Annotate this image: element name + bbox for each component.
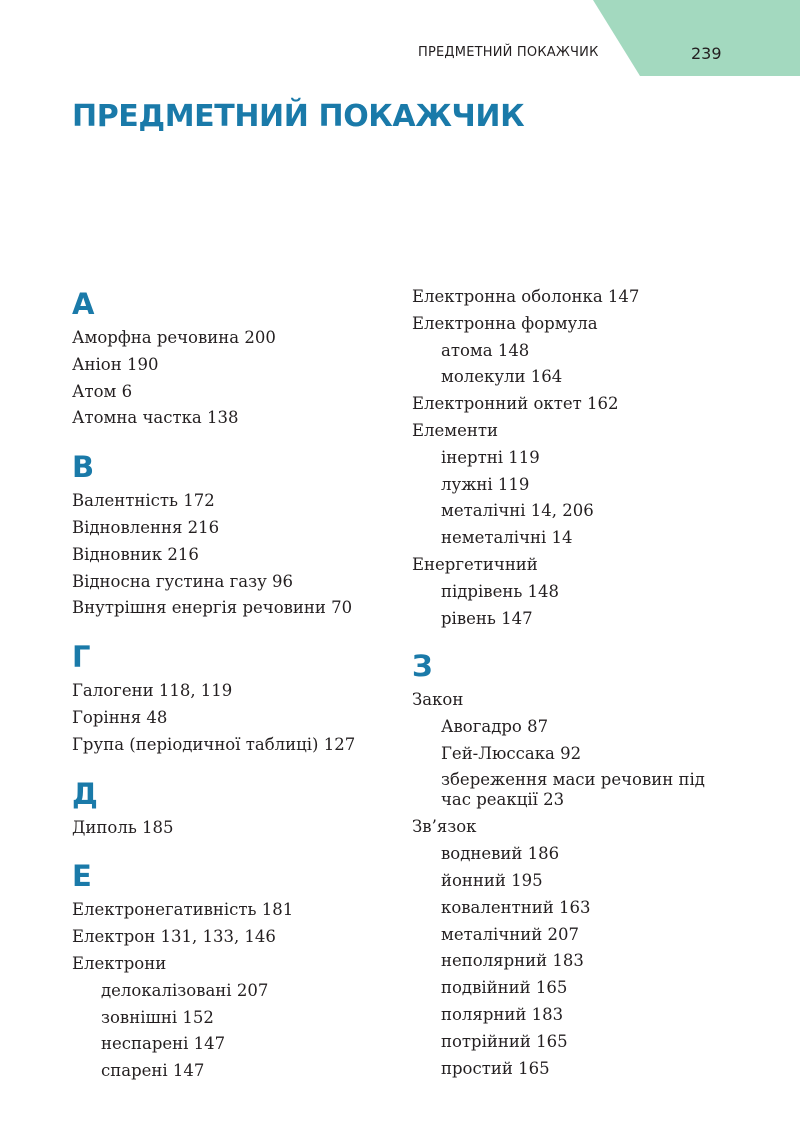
index-entry: Відновник 216: [72, 544, 199, 564]
index-entry: Електронегативність 181: [72, 900, 294, 920]
index-subentry: полярний 183: [441, 1004, 564, 1024]
index-entry: Зв’язок: [412, 817, 477, 837]
index-entry: Електронна оболонка 147: [412, 287, 640, 306]
index-entry: Аніон 190: [72, 354, 159, 374]
index-subentry: Авогадро 87: [441, 716, 549, 736]
page-title: ПРЕДМЕТНИЙ ПОКАЖЧИК: [72, 99, 525, 134]
index-letter-e: Е: [72, 859, 92, 894]
index-entry: Атом 6: [72, 381, 133, 401]
index-letter-d: Д: [72, 776, 98, 811]
index-column-left: [72, 283, 412, 1085]
index-entry: Енергетичний: [412, 554, 538, 574]
index-column-right-upper: [412, 284, 752, 632]
index-subentry: простий 165: [441, 1058, 550, 1078]
index-subentry: йонний 195: [441, 870, 543, 890]
index-entry: Електронна формула: [412, 313, 598, 333]
index-column-right-lower: [412, 645, 752, 1082]
index-entry: Диполь 185: [72, 817, 174, 837]
index-entry: Галогени 118, 119: [72, 681, 233, 701]
index-subentry: зовнішні 152: [101, 1007, 214, 1027]
index-entry: Електрон 131, 133, 146: [72, 927, 276, 947]
index-subentry: спарені 147: [101, 1061, 205, 1081]
page-number: 239: [691, 44, 722, 63]
index-subentry: рівень 147: [441, 608, 533, 628]
index-subentry: потрійний 165: [441, 1031, 568, 1051]
index-entry: Закон: [412, 690, 464, 709]
index-letter-a: А: [72, 287, 95, 321]
index-subentry: атома 148: [441, 340, 530, 360]
index-subentry: лужні 119: [441, 474, 530, 494]
index-entry: Електрони: [72, 953, 167, 973]
index-subentry: молекули 164: [441, 367, 563, 387]
index-entry: Валентність 172: [72, 491, 215, 511]
header-tab-decoration: [593, 0, 800, 76]
index-entry: Аморфна речовина 200: [72, 328, 276, 347]
index-subentry: подвійний 165: [441, 978, 568, 998]
index-subentry: водневий 186: [441, 844, 560, 864]
index-subentry: неспарені 147: [101, 1034, 226, 1054]
index-subentry: металічні 14, 206: [441, 501, 594, 521]
index-entry: Група (періодичної таблиці) 127: [72, 734, 356, 754]
running-title: ПРЕДМЕТНИЙ ПОКАЖЧИК: [418, 45, 599, 60]
index-subentry: металічний 207: [441, 924, 579, 944]
index-subentry: підрівень 148: [441, 581, 560, 601]
index-letter-h: Г: [72, 640, 91, 675]
index-entry: Внутрішня енергія речовини 70: [72, 598, 353, 618]
index-entry: Горіння 48: [72, 707, 168, 727]
index-entry: Відновлення 216: [72, 517, 220, 537]
index-entry: Електронний октет 162: [412, 394, 619, 414]
index-entry: Елементи: [412, 420, 499, 440]
index-letter-v: В: [72, 450, 95, 485]
index-subentry: неполярний 183: [441, 951, 584, 971]
index-entry: Атомна частка 138: [72, 408, 239, 428]
index-subentry: неметалічні 14: [441, 528, 573, 548]
index-letter-z: З: [412, 649, 433, 683]
index-subentry: Гей-Люссака 92: [441, 743, 582, 763]
index-subentry: збереження маси речовин під час реакції 23: [441, 770, 705, 810]
index-subentry: делокалізовані 207: [101, 980, 269, 1000]
index-subentry: інертні 119: [441, 447, 540, 467]
index-entry: Відносна густина газу 96: [72, 571, 294, 591]
index-subentry: ковалентний 163: [441, 897, 591, 917]
